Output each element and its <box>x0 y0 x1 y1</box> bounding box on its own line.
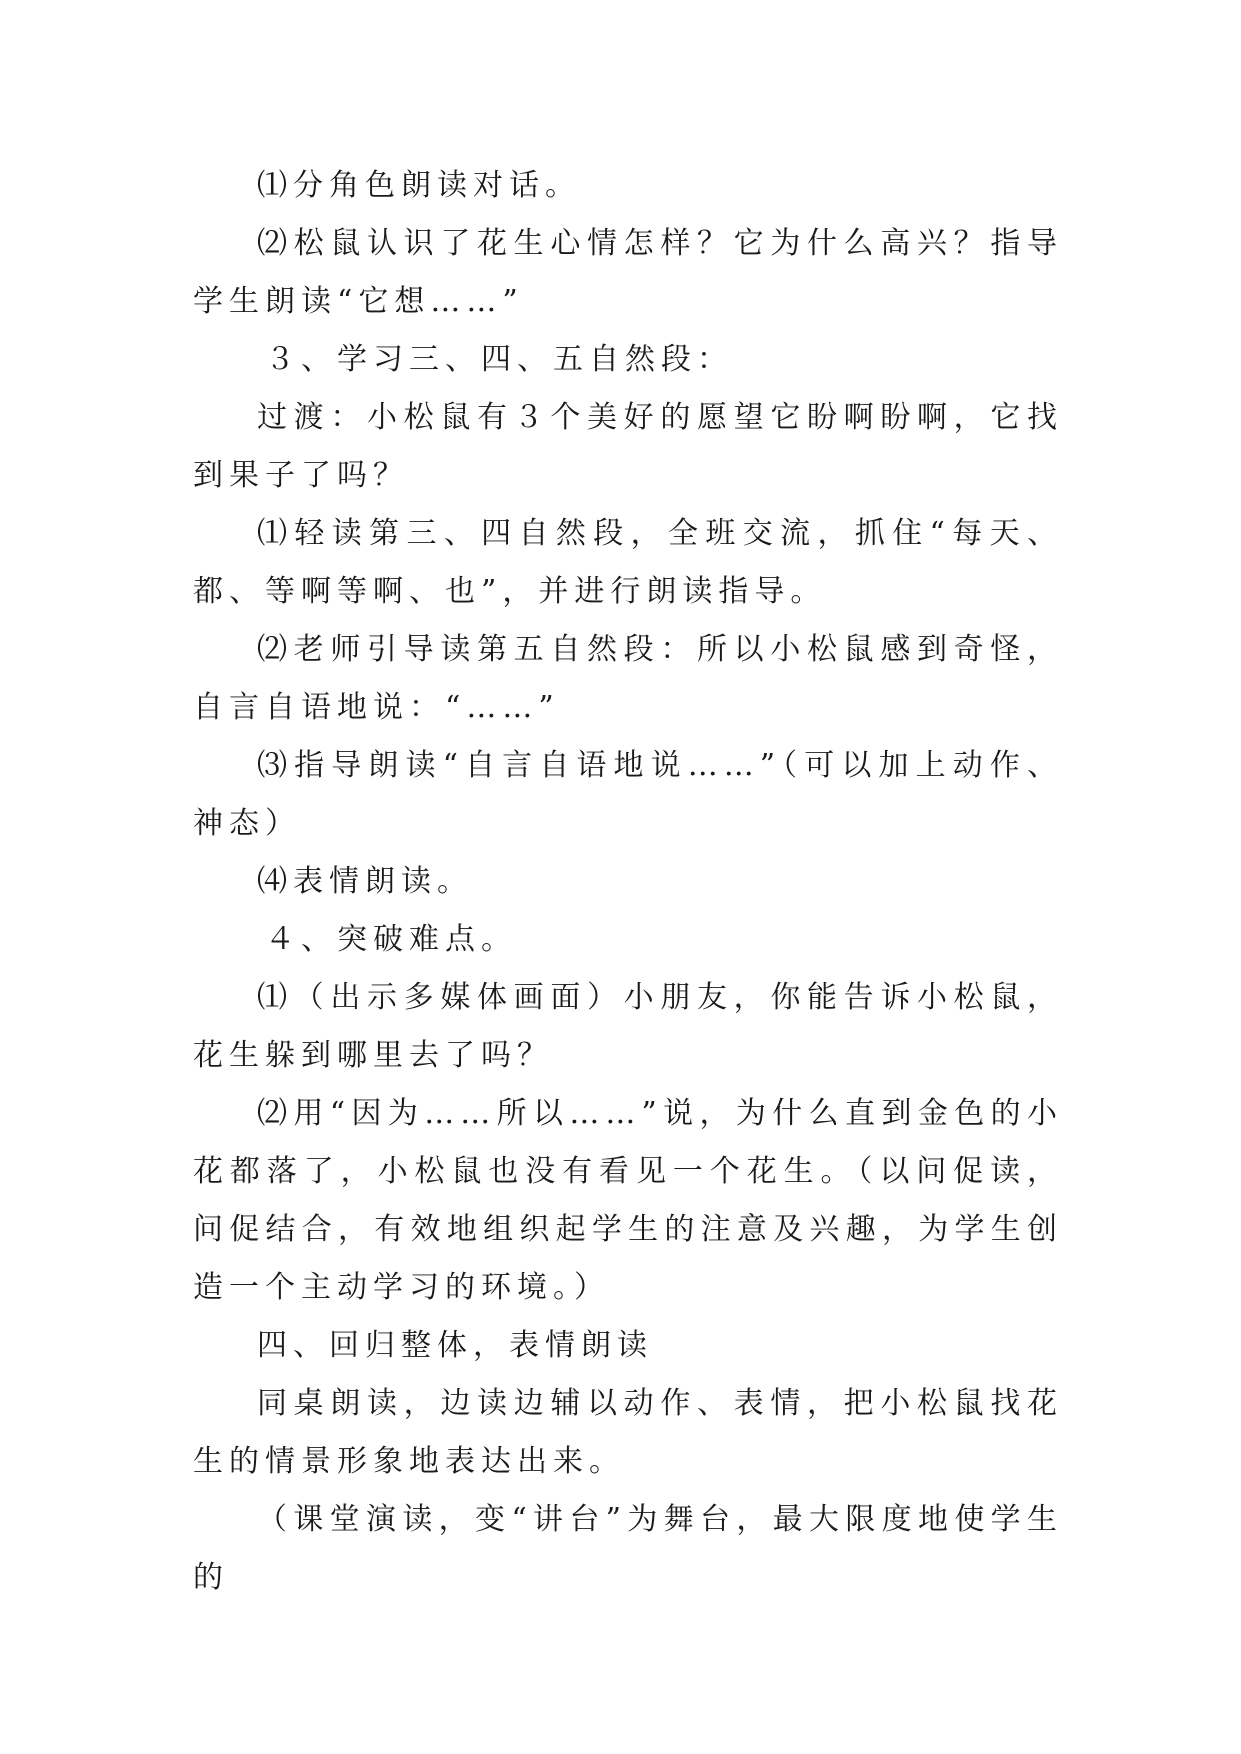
document-body <box>193 157 1063 1607</box>
paragraph-teacher-guide: ⑵老师引导读第五自然段：所以小松鼠感到奇怪，自言自语地说：“……” <box>193 632 1063 725</box>
paragraph-classroom-performance: （课堂演读，变“讲台”为舞台，最大限度地使学生的 <box>193 1502 1063 1595</box>
paragraph-expressive-reading: ⑷表情朗读。 <box>257 864 473 899</box>
paragraph-light-reading: ⑴轻读第三、四自然段，全班交流，抓住“每天、都、等啊等啊、也”，并进行朗读指导。 <box>193 516 1063 609</box>
paragraph-guided-reading: ⑶指导朗读“自言自语地说……”（可以加上动作、神态） <box>193 748 1063 841</box>
paragraph-because-so: ⑵用“因为……所以……”说，为什么直到金色的小花都落了，小松鼠也没有看见一个花生。（以问促读，问促结合，有效地组织起学生的注意及兴趣，为学生创造一个主动学习的环境。） <box>193 1096 1063 1305</box>
paragraph-deskmate-reading: 同桌朗读，边读边辅以动作、表情，把小松鼠找花生的情景形象地表达出来。 <box>193 1386 1063 1479</box>
paragraph-section-four-heading: 四、回归整体，表情朗读 <box>257 1328 653 1363</box>
paragraph-squirrel-mood: ⑵松鼠认识了花生心情怎样？它为什么高兴？指导学生朗读“它想……” <box>193 226 1063 319</box>
paragraph-section-3: ３、学习三、四、五自然段： <box>265 342 733 377</box>
paragraph-section-4: ４、突破难点。 <box>265 922 517 957</box>
paragraph-role-reading: ⑴分角色朗读对话。 <box>257 168 581 203</box>
paragraph-transition: 过渡：小松鼠有３个美好的愿望它盼啊盼啊，它找到果子了吗？ <box>193 400 1063 493</box>
paragraph-multimedia: ⑴（出示多媒体画面）小朋友，你能告诉小松鼠，花生躲到哪里去了吗？ <box>193 980 1063 1073</box>
